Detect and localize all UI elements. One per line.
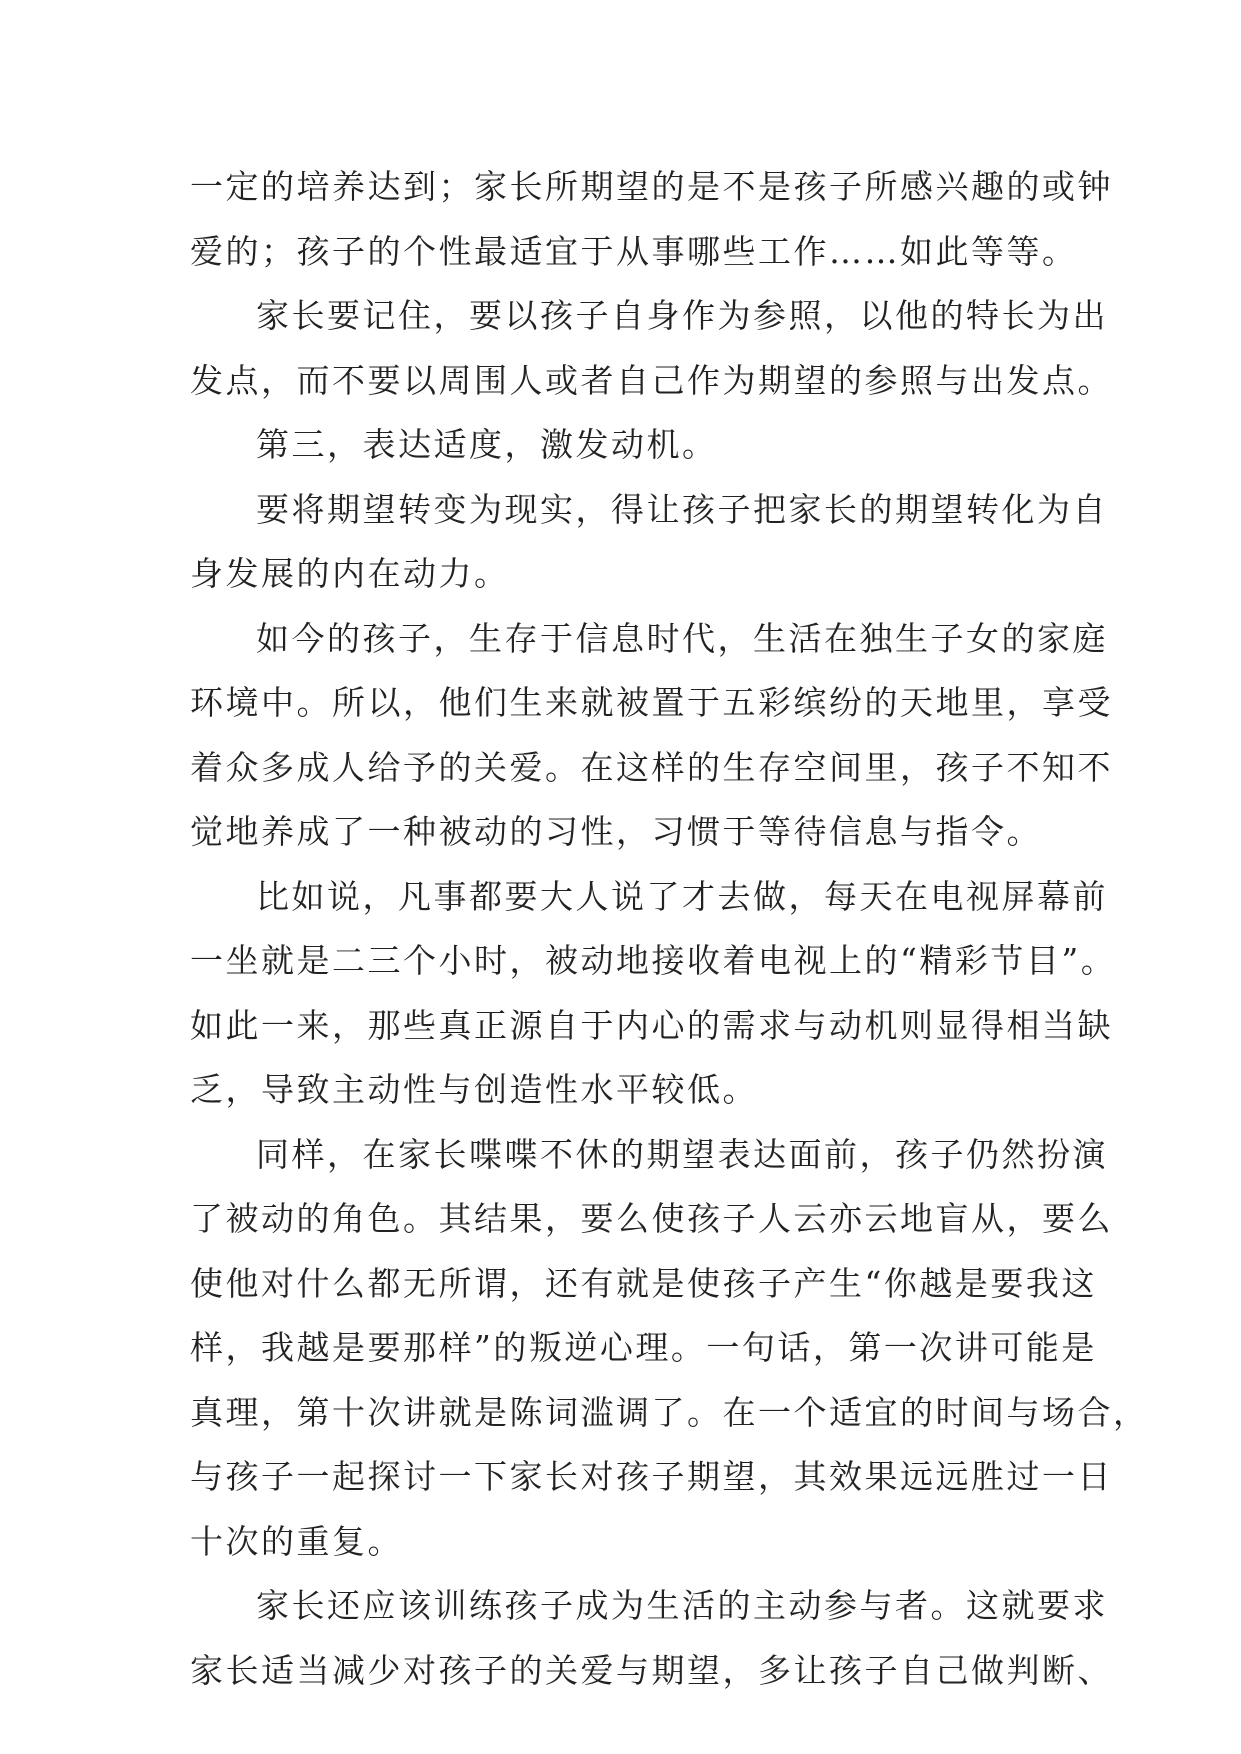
text-line: 爱的；孩子的个性最适宜于从事哪些工作……如此等等。 (190, 231, 1078, 271)
text-line: 如今的孩子，生存于信息时代，生活在独生子女的家庭 (256, 618, 1108, 658)
document-body (190, 155, 1149, 1703)
text-line: 比如说，凡事都要大人说了才去做，每天在电视屏幕前 (256, 876, 1108, 916)
text-line: 家长还应该训练孩子成为生活的主动参与者。这就要求 (256, 1586, 1108, 1625)
text-line: 了被动的角色。其结果，要么使孩子人云亦云地盲从，要么 (190, 1199, 1113, 1238)
text-line: 要将期望转变为现实，得让孩子把家长的期望转化为自 (256, 489, 1108, 529)
text-line: 着众多成人给予的关爱。在这样的生存空间里，孩子不知不 (190, 747, 1113, 787)
text-line: 家长适当减少对孩子的关爱与期望，多让孩子自己做判断、 (190, 1650, 1113, 1690)
text-line: 乏，导致主动性与创造性水平较低。 (190, 1070, 758, 1109)
text-line: 同样，在家长喋喋不休的期望表达面前，孩子仍然扮演 (256, 1134, 1108, 1174)
text-line: 与孩子一起探讨一下家长对孩子期望，其效果远远胜过一日 (190, 1457, 1113, 1496)
text-line: 一坐就是二三个小时，被动地接收着电视上的“精彩节目”。 (190, 941, 1117, 980)
text-line: 样，我越是要那样”的叛逆心理。一句话，第一次讲可能是 (190, 1328, 1097, 1367)
text-line: 十次的重复。 (190, 1521, 403, 1561)
text-line: 家长要记住，要以孩子自身作为参照，以他的特长为出 (256, 296, 1108, 335)
text-line: 身发展的内在动力。 (190, 554, 510, 593)
text-line: 使他对什么都无所谓，还有就是使孩子产生“你越是要我这 (190, 1263, 1097, 1303)
text-line: 真理，第十次讲就是陈词滥调了。在一个适宜的时间与场合， (190, 1392, 1149, 1432)
text-line: 第三，表达适度，激发动机。 (256, 425, 718, 464)
text-line: 觉地养成了一种被动的习性，习惯于等待信息与指令。 (190, 812, 1042, 851)
text-line: 发点，而不要以周围人或者自己作为期望的参照与出发点。 (190, 360, 1113, 400)
text-line: 环境中。所以，他们生来就被置于五彩缤纷的天地里，享受 (190, 683, 1113, 722)
text-line: 一定的培养达到；家长所期望的是不是孩子所感兴趣的或钟 (190, 167, 1113, 206)
text-line: 如此一来，那些真正源自于内心的需求与动机则显得相当缺 (190, 1005, 1113, 1045)
